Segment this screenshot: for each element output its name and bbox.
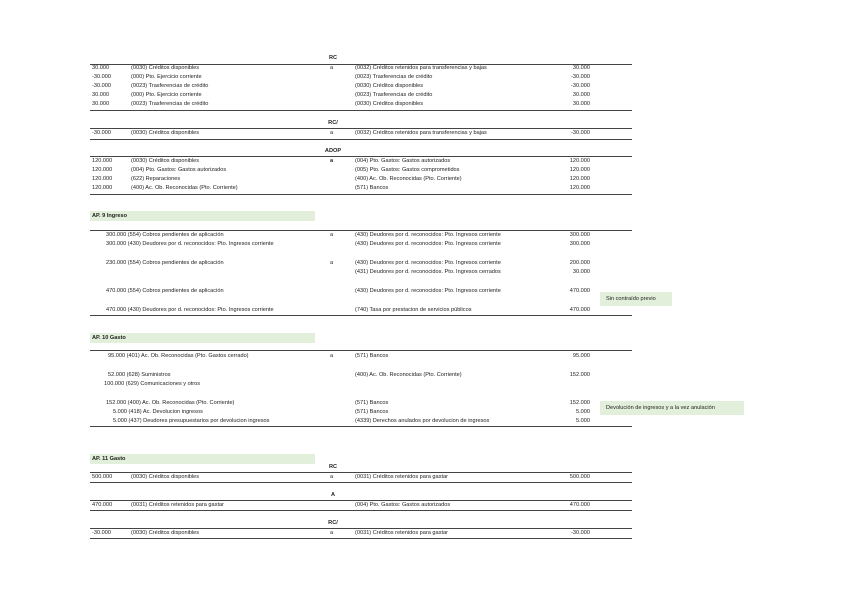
note-sin-contraido: Sin contraído previo — [606, 296, 656, 302]
section-title-ap9: AP. 9 Ingreso — [92, 213, 128, 219]
divider — [90, 156, 632, 157]
heading-rc: RC — [328, 55, 338, 61]
divider — [90, 110, 632, 111]
heading-rc-negative: RC/ — [328, 120, 338, 126]
divider — [90, 230, 632, 231]
divider — [90, 482, 632, 483]
heading-a: A — [330, 492, 336, 498]
divider — [90, 128, 632, 129]
heading-rc-negative: RC/ — [328, 520, 338, 526]
heading-adop: ADOP — [324, 148, 342, 154]
heading-rc: RC — [328, 464, 338, 470]
note-devolucion: Devolución de ingresos y a la vez anulación — [606, 405, 715, 411]
divider — [90, 528, 632, 529]
section-title-ap11: AP. 11 Gasto — [92, 456, 126, 462]
section-title-ap10: AP. 10 Gasto — [92, 335, 126, 341]
divider — [90, 500, 632, 501]
divider — [90, 139, 632, 140]
divider — [90, 538, 632, 539]
divider — [90, 350, 632, 351]
divider — [90, 315, 632, 316]
divider — [90, 426, 632, 427]
divider — [90, 510, 632, 511]
divider — [90, 194, 632, 195]
divider — [90, 472, 632, 473]
